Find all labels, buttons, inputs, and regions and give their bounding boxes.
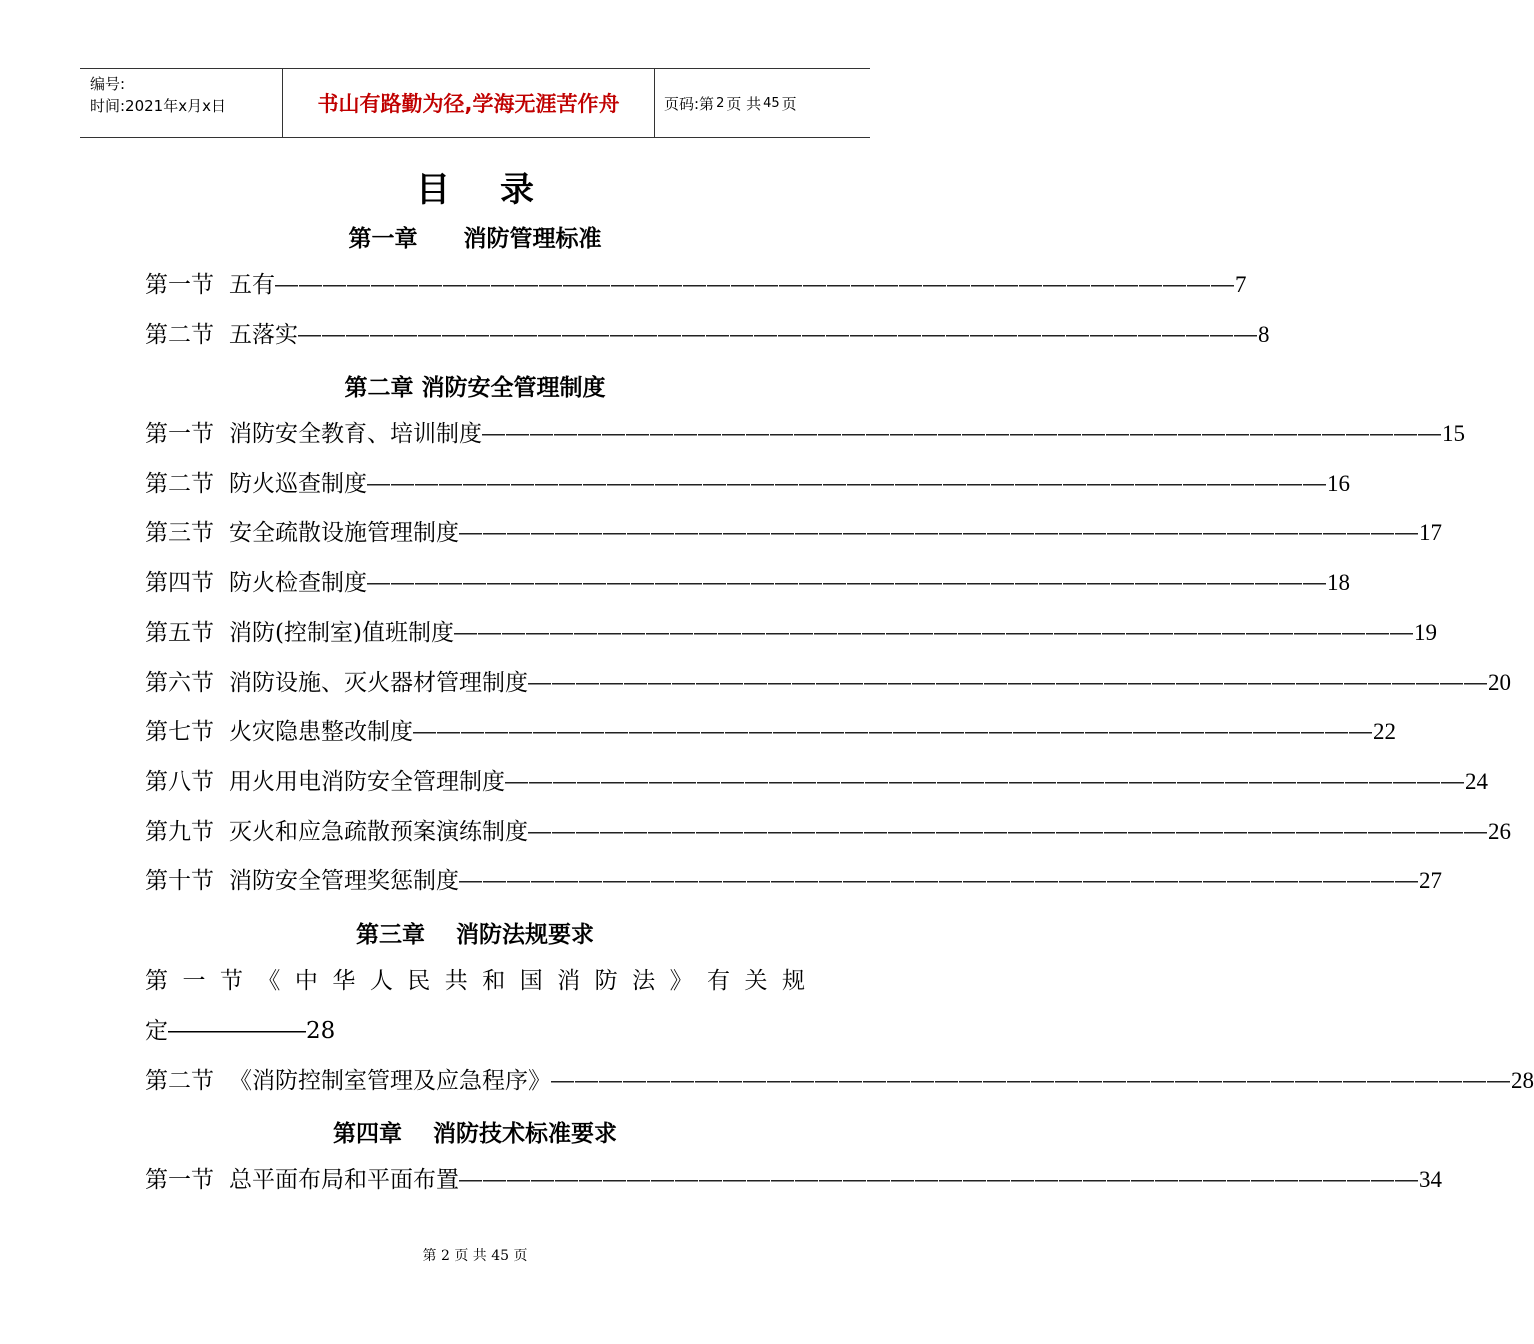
entry-section: 第七节 (145, 719, 214, 745)
entry-char: 》 (669, 968, 693, 994)
chapter-heading: 第二章 消防安全管理制度 (344, 375, 606, 401)
toc-entry[interactable] (145, 767, 1488, 797)
entry-leader: ―――――――――――――――――――――――――――――――――――――――― (367, 570, 1327, 596)
entry-char: 一 (182, 968, 206, 994)
entry-title: 消防设施、灭火器材管理制度 (229, 670, 528, 696)
toc-entry[interactable] (145, 1165, 1442, 1195)
entry-leader: ―――――――――――――――――――――――――――――――――――――――― (298, 322, 1258, 348)
entry-section: 第一节 (145, 1167, 214, 1193)
entry-title-continued: 定 (145, 1018, 168, 1044)
entry-leader: ―――――――――――――――――――――――――――――――――――――――― (528, 670, 1488, 696)
entry-title: 安全疏散设施管理制度 (229, 520, 459, 546)
entry-section: 第二节 (145, 471, 214, 497)
entry-leader: ―――――――――――――――――――――――――――――――――――――――― (367, 471, 1327, 497)
entry-section: 第三节 (145, 520, 214, 546)
toc-entry[interactable] (145, 419, 1465, 449)
entry-page: 34 (1419, 1167, 1442, 1192)
footer-mid: 页 共 (454, 1248, 487, 1264)
entry-page: 20 (1488, 670, 1511, 695)
entry-section: 第二节 (145, 1068, 214, 1094)
toc-entry[interactable] (145, 1066, 1534, 1096)
entry-char: 中 (294, 968, 318, 994)
entry-leader: ―――――――――――――――――――――――――――――――――――――――― (453, 620, 1414, 646)
entry-page: 27 (1419, 868, 1442, 893)
chapter-heading: 第三章 消防法规要求 (355, 922, 594, 948)
number-label: 编号: (90, 75, 126, 93)
entry-leader: ―――――――――――――――――――――――――――――――――――――――― (459, 520, 1419, 546)
entry-leader: ―――――― (168, 1018, 306, 1044)
entry-title: 消防(控制室)值班制度 (229, 620, 454, 646)
entry-leader: ―――――――――――――――――――――――――――――――――――――――― (482, 421, 1442, 447)
entry-title: 火灾隐患整改制度 (229, 719, 413, 745)
entry-page: 28 (306, 1018, 336, 1044)
entry-char: 《 (257, 968, 281, 994)
entry-char: 有 (707, 968, 731, 994)
page-mid: 页 共 (726, 94, 762, 113)
entry-section: 第八节 (145, 769, 214, 795)
entry-char: 消 (557, 968, 581, 994)
entry-leader: ―――――――――――――――――――――――――――――――――――――――― (459, 868, 1419, 894)
toc-entry[interactable] (145, 568, 1350, 598)
entry-title: 防火检查制度 (229, 570, 367, 596)
entry-page: 7 (1235, 272, 1247, 297)
entry-leader: ―――――――――――――――――――――――――――――――――――――――― (505, 769, 1465, 795)
entry-title: 消防安全管理奖惩制度 (229, 868, 459, 894)
header-page-info (655, 69, 870, 137)
entry-leader: ―――――――――――――――――――――――――――――――――――――――― (413, 719, 1373, 745)
entry-section: 第九节 (145, 819, 214, 845)
entry-title: 灭火和应急疏散预案演练制度 (229, 819, 528, 845)
page-total: 45 (763, 95, 780, 111)
entry-page: 16 (1327, 471, 1350, 496)
entry-char: 法 (632, 968, 656, 994)
toc-title: 目录 (416, 170, 584, 210)
entry-leader: ―――――――――――――――――――――――――――――――――――――――― (528, 819, 1488, 845)
entry-char: 防 (594, 968, 618, 994)
entry-char: 关 (744, 968, 768, 994)
toc-entry[interactable] (145, 668, 1511, 698)
entry-char: 共 (444, 968, 468, 994)
entry-title: 总平面布局和平面布置 (229, 1167, 459, 1193)
entry-page: 8 (1258, 322, 1270, 347)
entry-page: 18 (1327, 570, 1350, 595)
header-meta (80, 69, 282, 137)
entry-section: 第五节 (145, 620, 214, 646)
entry-page: 26 (1488, 819, 1511, 844)
entry-char: 华 (332, 968, 356, 994)
toc-entry[interactable] (145, 618, 1437, 648)
entry-section: 第一节 (145, 272, 214, 298)
entry-section: 第二节 (145, 322, 214, 348)
entry-char: 和 (482, 968, 506, 994)
footer-total: 45 (491, 1248, 510, 1264)
entry-title: 用火用电消防安全管理制度 (229, 769, 505, 795)
toc-entry[interactable] (145, 866, 1442, 896)
entry-section: 第一节 (145, 421, 214, 447)
entry-char: 节 (219, 968, 243, 994)
entry-page: 15 (1442, 421, 1465, 446)
footer-prefix: 第 (422, 1248, 437, 1264)
entry-char: 国 (519, 968, 543, 994)
toc-entry-law-line1[interactable] (145, 966, 805, 996)
entry-title: 消防安全教育、培训制度 (229, 421, 482, 447)
chapter-heading: 第四章 消防技术标准要求 (332, 1121, 617, 1147)
page-suffix: 页 (781, 94, 797, 113)
page-current: 2 (716, 95, 725, 111)
entry-title: 《消防控制室管理及应急程序》 (229, 1068, 551, 1094)
entry-char: 第 (145, 968, 168, 994)
entry-page: 22 (1373, 719, 1396, 744)
page-header (80, 68, 870, 138)
toc-entry-law-line2[interactable] (145, 1016, 335, 1046)
footer-suffix: 页 (513, 1248, 528, 1264)
entry-section: 第十节 (145, 868, 214, 894)
toc-entry[interactable] (145, 518, 1442, 548)
entry-char: 人 (369, 968, 393, 994)
header-motto: 书山有路勤为径,学海无涯苦作舟 (282, 69, 655, 137)
entry-title: 五落实 (229, 322, 298, 348)
toc-entry[interactable] (145, 469, 1350, 499)
entry-leader: ―――――――――――――――――――――――――――――――――――――――― (275, 272, 1235, 298)
toc-entry[interactable] (145, 320, 1270, 350)
entry-char: 民 (407, 968, 431, 994)
entry-page: 17 (1419, 520, 1442, 545)
entry-char: 规 (781, 968, 805, 994)
toc-entry[interactable] (145, 270, 1247, 300)
toc-entry[interactable] (145, 817, 1511, 847)
entry-page: 19 (1413, 620, 1437, 645)
entry-leader: ―――――――――――――――――――――――――――――――――――――――― (459, 1167, 1419, 1193)
page-prefix: 页码:第 (664, 94, 715, 113)
entry-leader: ―――――――――――――――――――――――――――――――――――――――― (551, 1068, 1511, 1094)
entry-section: 第四节 (145, 570, 214, 596)
chapter-heading: 第一章 消防管理标准 (348, 226, 602, 252)
entry-title: 五有 (229, 272, 275, 298)
entry-page: 24 (1465, 769, 1488, 794)
toc-entry[interactable] (145, 717, 1396, 747)
footer-current: 2 (440, 1248, 450, 1264)
entry-page: 28 (1511, 1068, 1534, 1093)
time-label: 时间:2021年x月x日 (90, 97, 226, 115)
entry-section: 第六节 (145, 670, 214, 696)
entry-title: 防火巡查制度 (229, 471, 367, 497)
page-footer (0, 1245, 950, 1265)
